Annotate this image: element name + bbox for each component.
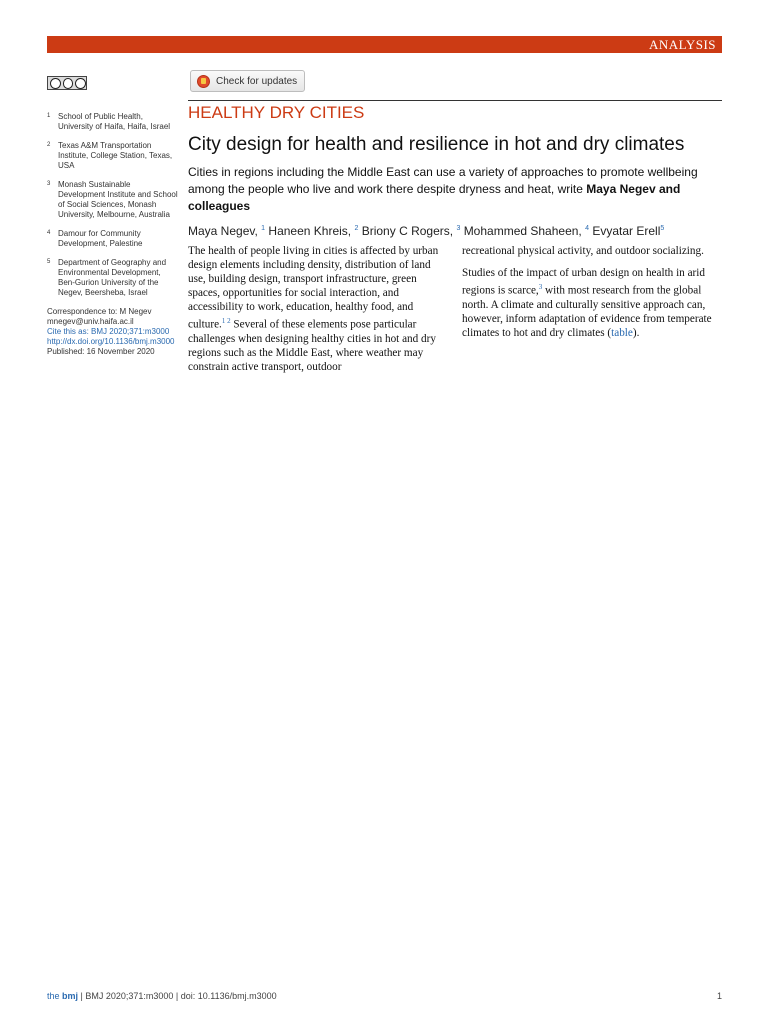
- affiliation-text: Texas A&M Transportation Institute, College Station, Texas, USA: [58, 141, 173, 170]
- affiliation-number: 3: [47, 181, 51, 187]
- affiliation-text: School of Public Health, University of Haifa, Haifa, Israel: [58, 112, 171, 131]
- article-title: City design for health and resilience in hot and dry climates: [188, 134, 685, 155]
- affiliation: [47, 112, 179, 132]
- standfirst: [188, 164, 722, 215]
- citation: [47, 327, 179, 337]
- body-text: Several of these elements pose particular challenges when designing healthy cities in hot and dry regions such as the Middle East, where weather may constrain active transport, outdoor: [188, 318, 436, 373]
- series-title: HEALTHY DRY CITIES: [188, 103, 365, 122]
- correspondence: Correspondence to: M Negev: [47, 307, 152, 316]
- author-name: Haneen Khreis,: [268, 224, 352, 238]
- body-paragraph: recreational physical activity, and outdoor socializing.: [462, 245, 704, 257]
- by-circle-icon: [63, 78, 74, 89]
- affiliation: [47, 141, 179, 171]
- author-affiliation-ref[interactable]: 2: [354, 225, 359, 232]
- affiliation: [47, 180, 179, 220]
- cite-reference: BMJ 2020;371:m3000: [91, 327, 170, 336]
- table-link[interactable]: table: [611, 326, 633, 339]
- body-text: with most research from the global north. A climate and culturally sensitive approach can, however, inform adaptation of evidence from temperate climates to hot and dry climates (: [462, 284, 712, 339]
- affiliation-number: 5: [47, 259, 51, 265]
- page-footer: [47, 991, 722, 1005]
- author-name: Evyatar Erell: [592, 224, 661, 238]
- creative-commons-icon[interactable]: [47, 76, 87, 90]
- reference-link[interactable]: 1 2: [221, 317, 231, 325]
- doi-link[interactable]: http://dx.doi.org/10.1136/bmj.m3000: [47, 337, 175, 346]
- header-rule: [188, 100, 722, 101]
- check-for-updates-button[interactable]: [190, 70, 305, 92]
- author-affiliation-ref[interactable]: 5: [660, 225, 665, 232]
- author-affiliation-ref[interactable]: 1: [261, 225, 266, 232]
- affiliation-number: 2: [47, 142, 51, 148]
- footer-citation: | BMJ 2020;371:m3000 | doi: 10.1136/bmj.m3000: [78, 991, 277, 1001]
- author-name: Mohammed Shaheen,: [463, 224, 582, 238]
- cc-circle-icon: [50, 78, 61, 89]
- nc-circle-icon: [75, 78, 86, 89]
- standfirst-authors: Maya Negev and colleagues: [188, 182, 681, 213]
- author-name: Maya Negev,: [188, 224, 258, 238]
- author-affiliation-ref[interactable]: 4: [585, 225, 590, 232]
- author-affiliation-ref[interactable]: 3: [456, 225, 461, 232]
- affiliation-text: Damour for Community Development, Palestine: [58, 229, 143, 248]
- body-paragraph: [462, 266, 722, 340]
- body-column-1: [188, 244, 448, 382]
- author-list: [188, 221, 722, 239]
- cite-label: Cite this as:: [47, 327, 92, 336]
- affiliation-number: 4: [47, 230, 51, 236]
- logo-the: the: [47, 991, 63, 1001]
- crossmark-icon: [197, 75, 210, 88]
- affiliation: [47, 229, 179, 249]
- body-text: Studies of the impact of urban design on health in arid regions is scarce,: [462, 267, 705, 297]
- body-text: ).: [632, 326, 640, 339]
- published-date: Published: 16 November 2020: [47, 347, 155, 356]
- section-label: ANALYSIS: [649, 37, 716, 52]
- affiliation-number: 1: [47, 113, 51, 119]
- logo-bmj: bmj: [62, 991, 79, 1001]
- sidebar: [47, 112, 179, 357]
- body-paragraph: [188, 244, 448, 374]
- standfirst-text: Cities in regions including the Middle East can use a variety of approaches to promote wellbeing among the people who live and work there despite dryness and heat, write: [188, 165, 698, 196]
- reference-link[interactable]: 3: [538, 283, 543, 291]
- journal-logo: [47, 991, 78, 1001]
- author-name: Briony C Rogers,: [361, 224, 454, 238]
- page-number: 1: [716, 991, 722, 1001]
- check-updates-label: Check for updates: [216, 75, 298, 87]
- correspondence-email[interactable]: mnegev@univ.haifa.ac.il: [47, 317, 134, 326]
- affiliation-text: Monash Sustainable Development Institute and School of Social Sciences, Monash University, Melbourne, Australia: [58, 180, 178, 219]
- section-bar: [47, 36, 722, 53]
- body-text: The health of people living in cities is affected by urban design elements including density, distribution of land use, building design, transport infrastructure, green spaces, opportunities for social interaction, and accessibility to work, education, healthy food, and culture.: [188, 245, 439, 331]
- affiliation: [47, 258, 179, 298]
- body-column-2: [462, 244, 722, 348]
- affiliation-text: Department of Geography and Environmental Development, Ben-Gurion University of the Negev, Beersheba, Israel: [58, 258, 167, 297]
